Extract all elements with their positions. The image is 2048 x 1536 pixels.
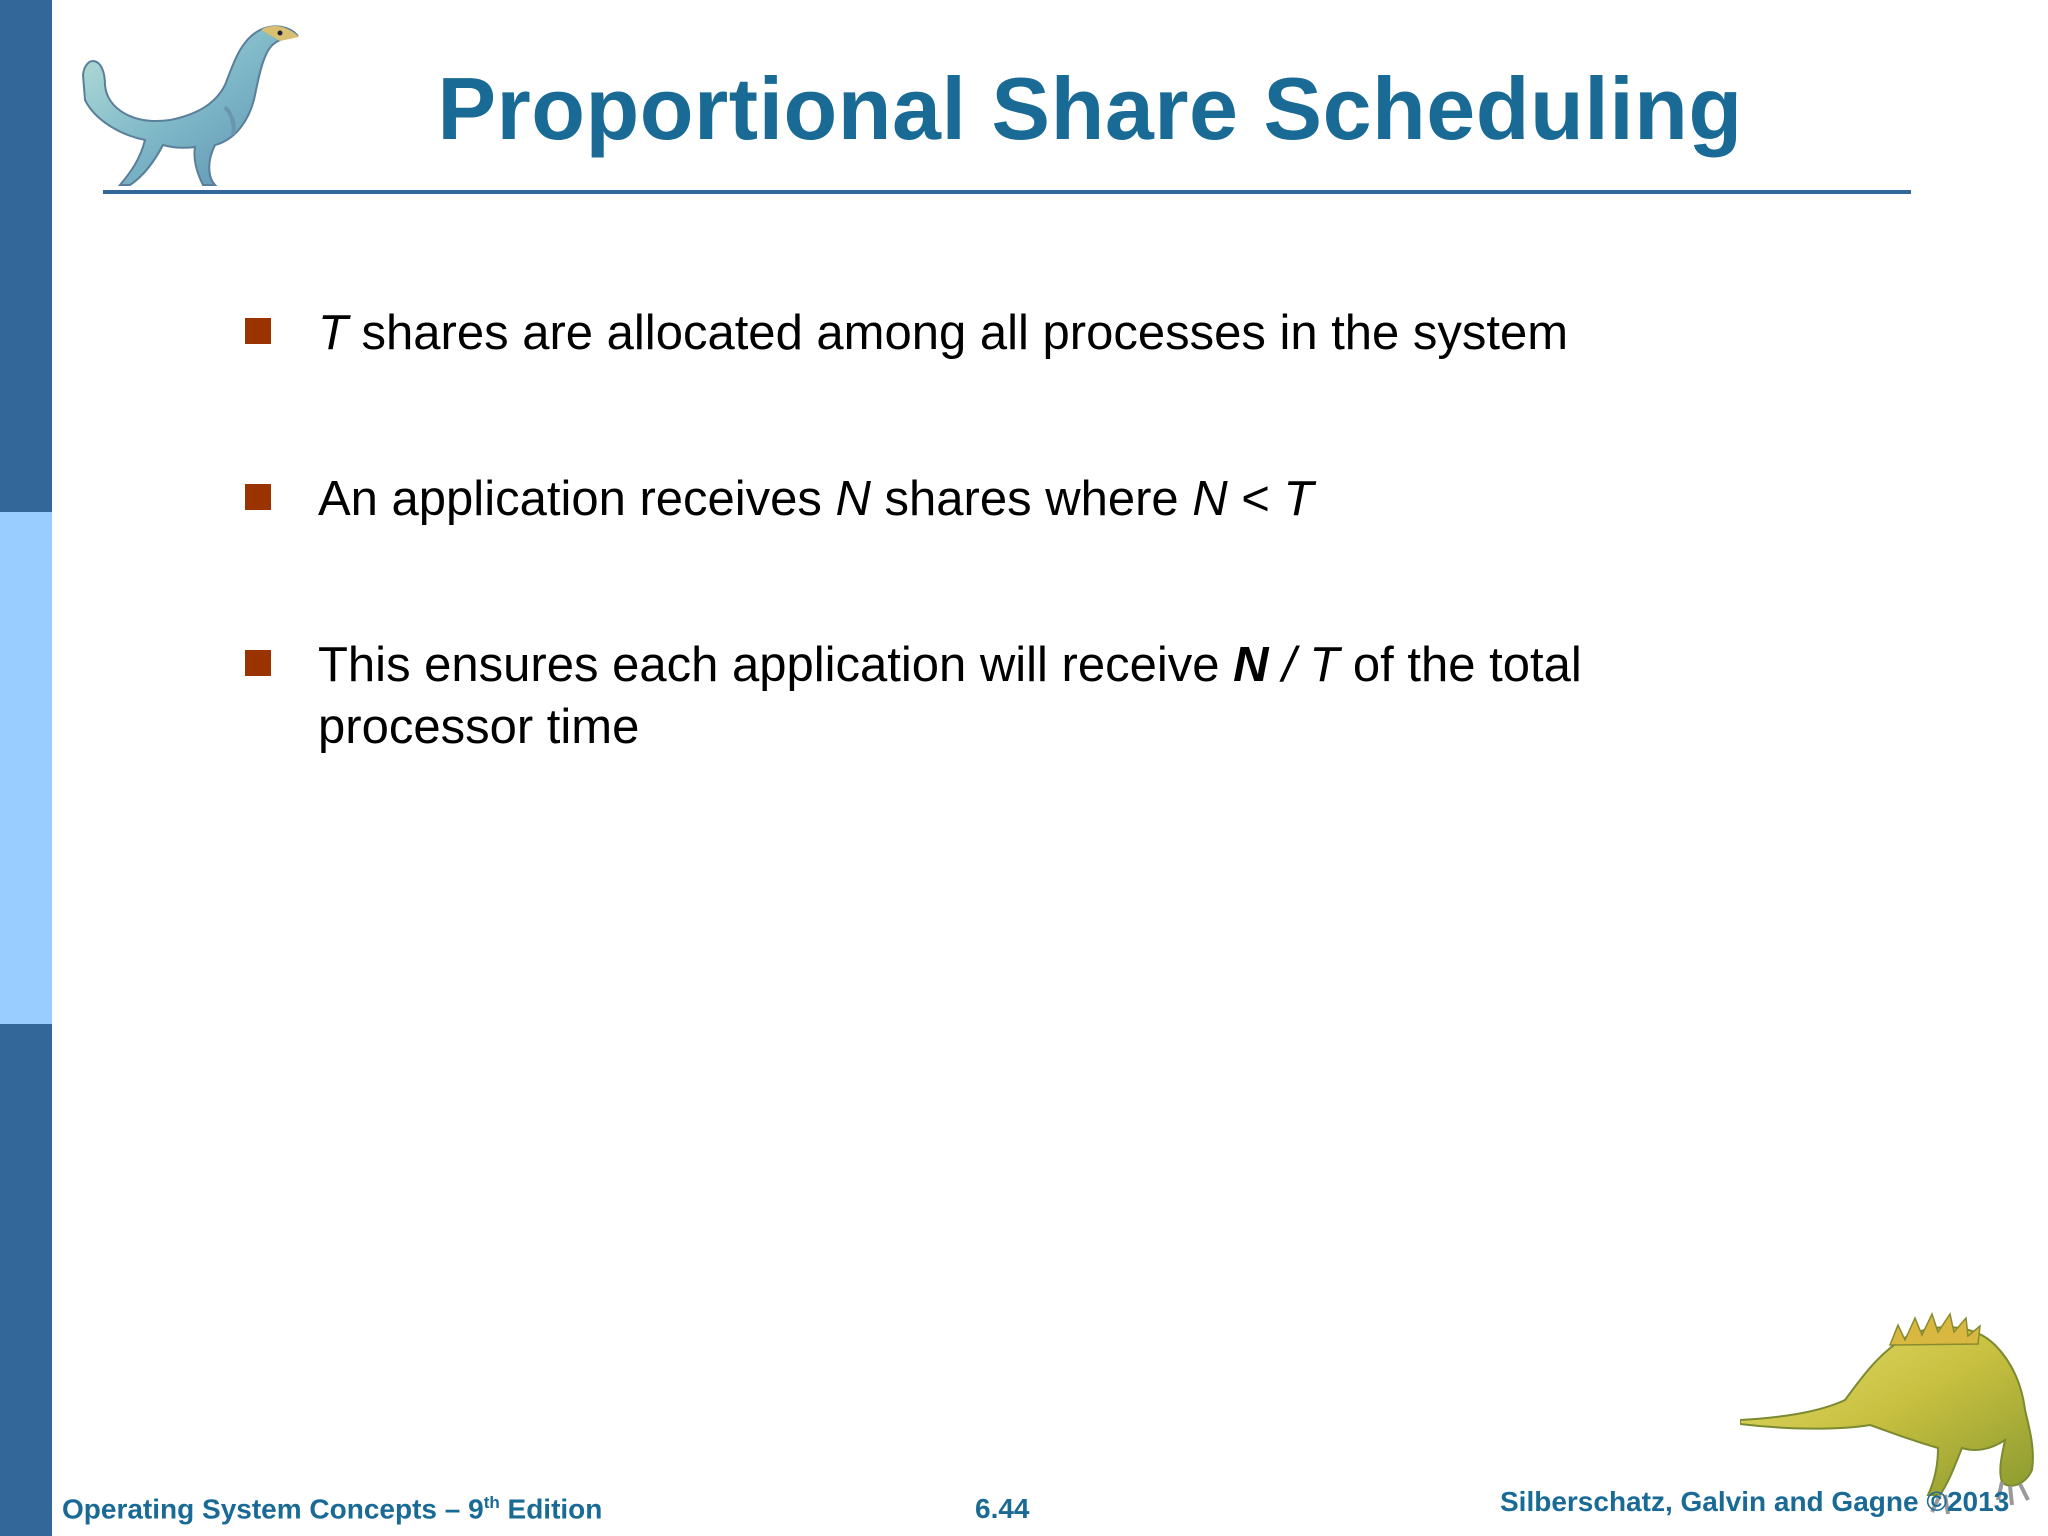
footer-copyright: Silberschatz, Galvin and Gagne ©2013: [1500, 1486, 2010, 1517]
bullet-segment: shares are allocated among all processes in the system: [347, 306, 1569, 360]
footer-book-title-prefix: Operating System Concepts – 9: [62, 1493, 484, 1525]
bullet-segment: An application receives: [318, 472, 836, 526]
footer-book-title: [62, 1493, 602, 1525]
bullet-segment: /: [1268, 638, 1310, 692]
bullet-segment: T: [1309, 638, 1340, 692]
bullet-segment: This ensures each application will receive: [318, 638, 1234, 692]
bullet-segment: T: [318, 306, 348, 360]
sidebar-stripe-top: [0, 0, 52, 512]
bullet-segment: <: [1227, 472, 1284, 526]
bullet-segment: N: [835, 472, 871, 526]
bullet-segment: shares where: [870, 472, 1193, 526]
bullet-segment: of the total processor time: [318, 638, 1582, 754]
bullet-marker: [245, 650, 271, 676]
bullet-text: [318, 634, 1698, 758]
page-number: 6.44: [975, 1493, 1030, 1524]
page-title: Proportional Share Scheduling: [437, 59, 1743, 158]
bullet-segment: T: [1283, 472, 1314, 526]
bullet-text: [318, 468, 1718, 530]
sidebar-stripe-middle: [0, 512, 52, 1024]
sidebar-stripe-bottom: [0, 1024, 52, 1536]
title-divider: [103, 190, 1911, 194]
bullet-text: [318, 302, 1718, 364]
footer-edition-suffix: th: [483, 1493, 500, 1512]
bullet-marker: [245, 484, 271, 510]
footer-book-title-suffix: Edition: [499, 1493, 603, 1525]
dinosaur-icon: [75, 15, 315, 190]
bullet-segment: N: [1233, 638, 1269, 692]
bullet-segment: N: [1192, 472, 1228, 526]
bullet-marker: [245, 318, 271, 344]
